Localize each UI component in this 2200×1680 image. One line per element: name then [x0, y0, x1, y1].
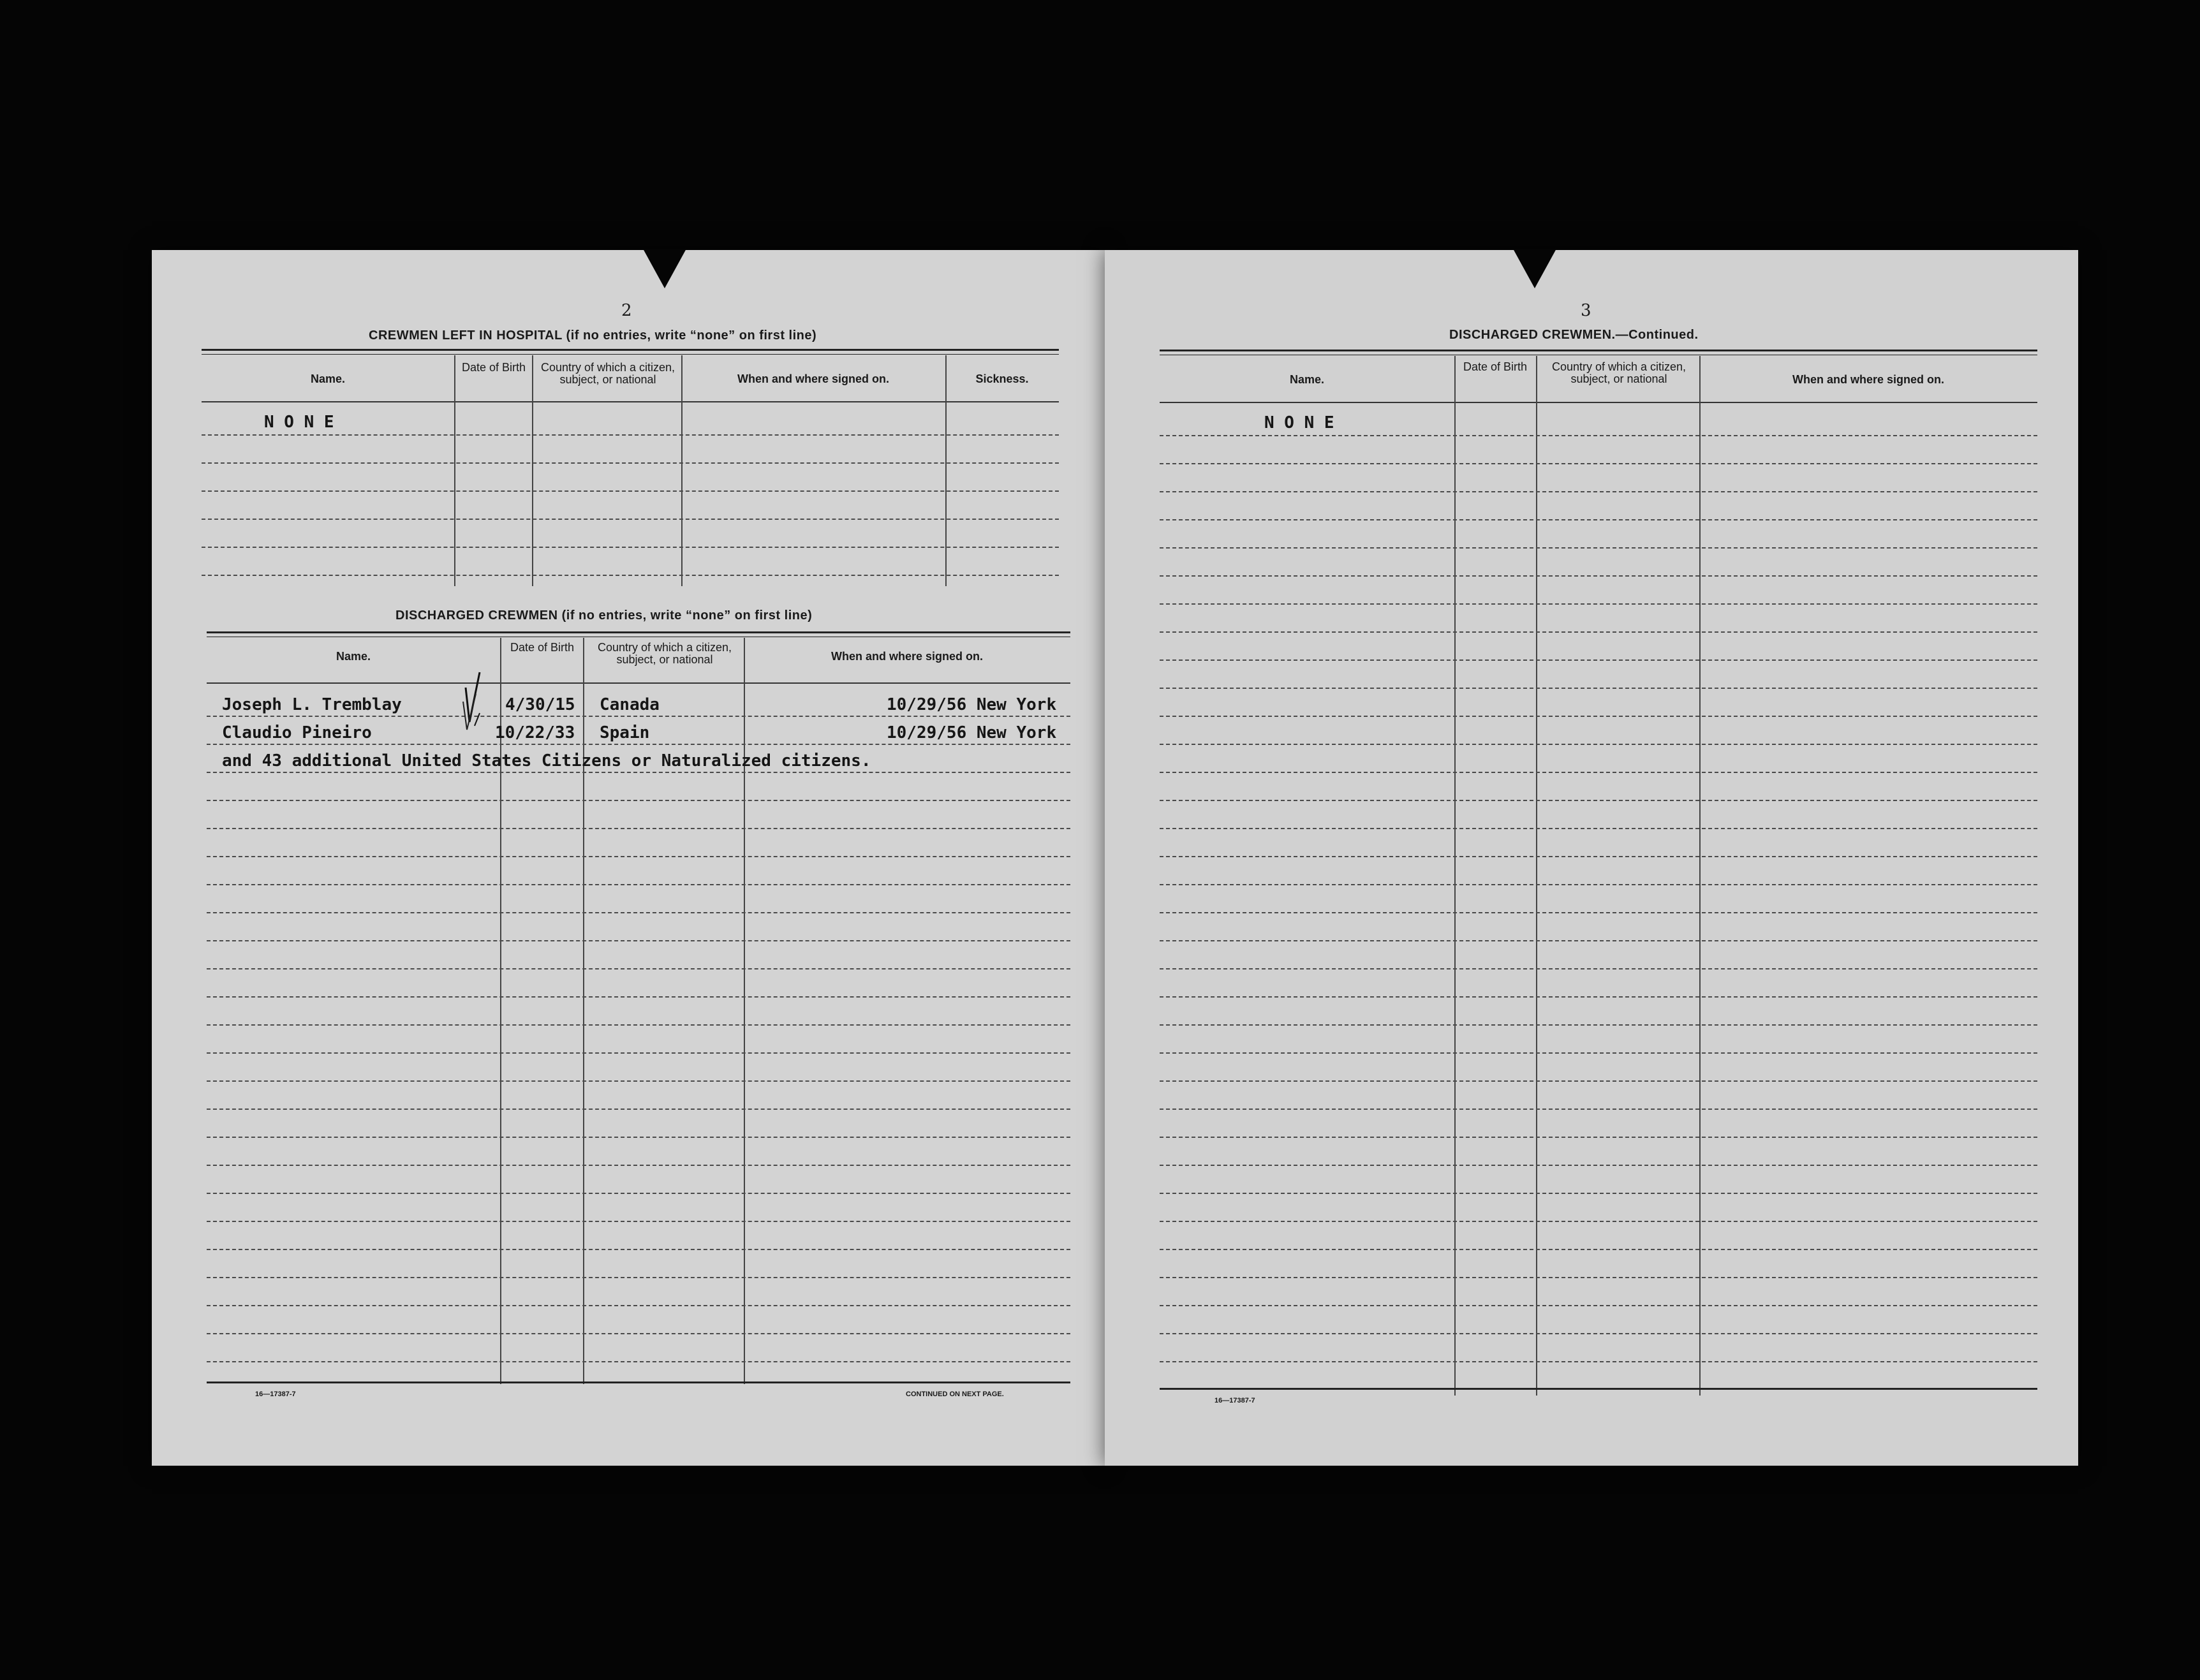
punch-hole — [643, 249, 686, 288]
crew-dob: 10/22/33 — [495, 723, 575, 742]
crew-signed-on: 10/29/56 New York — [887, 723, 1057, 742]
col-signed-on: When and where signed on. — [831, 650, 984, 663]
form-number: 16—17387-7 — [255, 1390, 296, 1398]
discharged-none-entry: N O N E — [1264, 413, 1334, 432]
crew-name: Joseph L. Tremblay — [222, 695, 402, 714]
continued-note: CONTINUED ON NEXT PAGE. — [906, 1390, 1004, 1398]
discharged-section-title: DISCHARGED CREWMEN (if no entries, write “none” on first line) — [395, 608, 813, 623]
col-signed-on: When and where signed on. — [737, 372, 890, 385]
page-number: 2 — [621, 301, 632, 320]
col-date-of-birth: Date of Birth — [461, 361, 526, 374]
col-name: Name. — [310, 372, 346, 385]
additional-crew-note: and 43 additional United States Citizens or Naturalized citizens. — [222, 751, 871, 770]
punch-hole — [1513, 249, 1556, 288]
right-discharged-table — [1160, 350, 2037, 1396]
form-number: 16—17387-7 — [1214, 1397, 1255, 1404]
continued-section-title: DISCHARGED CREWMEN.—Continued. — [1449, 328, 1699, 342]
col-country: Country of which a citizen, subject, or national — [540, 361, 676, 386]
col-sickness: Sickness. — [975, 372, 1029, 385]
crew-dob: 4/30/15 — [505, 695, 575, 714]
hospital-table — [202, 349, 1059, 586]
crew-signed-on: 10/29/56 New York — [887, 695, 1057, 714]
col-date-of-birth: Date of Birth — [1463, 360, 1528, 373]
crew-name: Claudio Pineiro — [222, 723, 372, 742]
page-number: 3 — [1581, 301, 1591, 320]
check-mark-icon — [461, 668, 489, 732]
col-date-of-birth: Date of Birth — [510, 641, 575, 654]
col-name: Name. — [336, 650, 371, 663]
right-page — [1105, 250, 2078, 1466]
col-country: Country of which a citizen, subject, or national — [597, 641, 732, 666]
crew-country: Spain — [600, 723, 650, 742]
crew-country: Canada — [600, 695, 660, 714]
hospital-none-entry: N O N E — [264, 413, 334, 432]
left-page — [152, 250, 1105, 1466]
discharged-table — [207, 631, 1070, 1384]
hospital-section-title: CREWMEN LEFT IN HOSPITAL (if no entries, write “none” on first line) — [369, 328, 817, 343]
col-country: Country of which a citizen, subject, or national — [1551, 360, 1687, 385]
col-signed-on: When and where signed on. — [1792, 373, 1945, 386]
col-name: Name. — [1289, 373, 1325, 386]
